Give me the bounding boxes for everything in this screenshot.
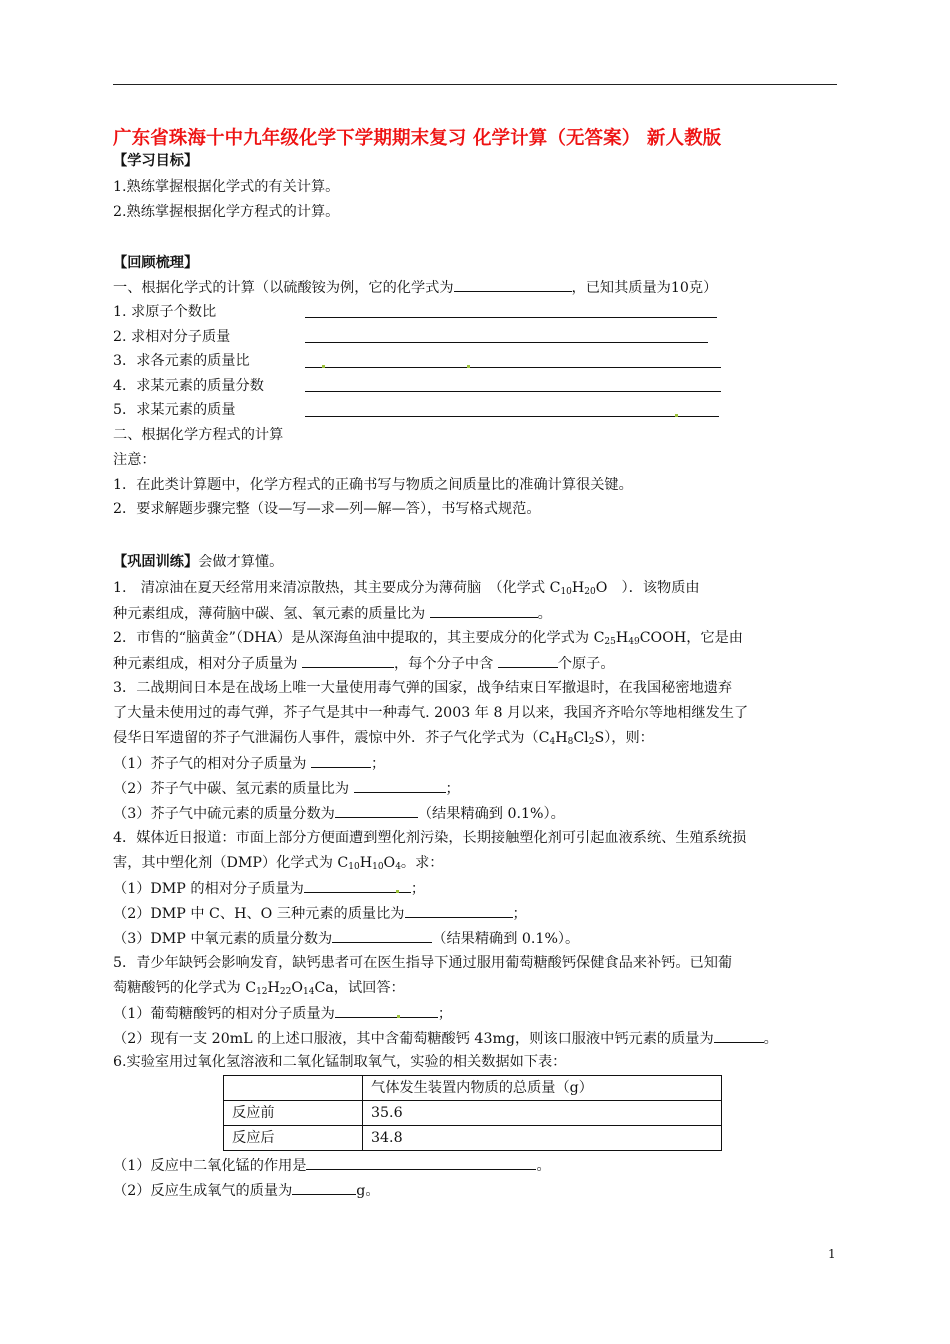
subscript: 2 (588, 737, 595, 747)
q1-text: 。 (537, 606, 552, 622)
review-part1-suffix: ，已知其质量为10克） (571, 280, 718, 296)
scan-speck (675, 414, 678, 417)
q4-text: 害，其中塑化剂（DMP）化学式为 C (113, 855, 349, 871)
scan-speck (397, 1015, 400, 1018)
q5-text: 萄糖酸钙的化学式为 C (113, 980, 257, 996)
q2-text: 个原子。 (557, 656, 615, 672)
question-4-line-1: 4．媒体近日报道：市面上部分方便面遭到塑化剂污染，长期接触塑化剂可引起血液系统、生殖系统损 (113, 830, 747, 846)
q2-text: 种元素组成，相对分子质量为 (113, 656, 302, 672)
q2-text: ，每个分子中含 (393, 656, 498, 672)
note-2: 2．要求解题步骤完整（设—写—求—列—解—答），书写格式规范。 (113, 501, 541, 517)
q3-text: （2）芥子气中碳、氢元素的质量比为 (113, 781, 354, 797)
question-4-line-2 (113, 852, 444, 874)
question-4-sub-3 (113, 927, 579, 949)
q4-text: ； (410, 881, 426, 897)
subscript: 20 (584, 587, 596, 597)
question-6-sub-1 (113, 1154, 551, 1176)
review-item-1: 1. 求原子个数比 (113, 304, 217, 320)
page-title: 广东省珠海十中九年级化学下学期期末复习 化学计算（无答案） 新人教版 (113, 128, 722, 149)
q4-text: （3）DMP 中氧元素的质量分数为 (113, 931, 333, 947)
question-2-line-2 (113, 652, 615, 674)
question-3-line-1: 3．二战期间日本是在战场上唯一大量使用毒气弹的国家，战争结束日军撤退时，在我国秘密地遗弃 (113, 680, 733, 696)
q6-text: （2）反应生成氧气的质量为 (113, 1183, 293, 1199)
review-part2: 二、根据化学方程式的计算 (113, 427, 284, 443)
reaction-data-table (223, 1075, 722, 1151)
objectives-heading: 【学习目标】 (113, 153, 199, 169)
question-6-sub-2 (113, 1179, 380, 1201)
note-label: 注意： (113, 452, 156, 468)
answer-blank (430, 602, 538, 618)
table-row (224, 1101, 722, 1126)
question-5-line-2 (113, 977, 405, 999)
subscript: 8 (567, 737, 574, 747)
note-1: 1．在此类计算题中，化学方程式的正确书写与物质之间质量比的准确计算很关键。 (113, 477, 633, 493)
practice-heading-suffix: 会做才算懂。 (198, 554, 284, 570)
table-cell: 反应后 (224, 1126, 363, 1151)
answer-line-1 (305, 317, 717, 318)
answer-blank (304, 877, 411, 893)
review-item-5: 5．求某元素的质量 (113, 402, 236, 418)
q2-text: H (615, 630, 629, 646)
question-1-line-1 (113, 577, 700, 599)
question-3-line-2: 了大量未使用过的毒气弹，芥子气是其中一种毒气. 2003 年 8 月以来，我国齐齐哈尔等地相继发生了 (113, 705, 749, 721)
table-row (224, 1126, 722, 1151)
q2-text: 2．市售的“脑黄金”（DHA）是从深海鱼油中提取的，其主要成分的化学式为 C (113, 630, 605, 646)
question-5-sub-1 (113, 1002, 452, 1024)
q4-text: 。求： (400, 855, 444, 871)
subscript: 22 (279, 987, 292, 997)
q4-text: （1）DMP 的相对分子质量为 (113, 881, 304, 897)
q6-text: g。 (356, 1183, 380, 1199)
table-cell: 气体发生装置内物质的总质量（g） (363, 1076, 722, 1101)
subscript: 12 (256, 987, 268, 997)
answer-blank (306, 1154, 536, 1170)
q4-text: O (383, 855, 396, 871)
practice-heading: 【巩固训练】 (113, 554, 199, 570)
q1-text: O ）．该物质由 (595, 580, 700, 596)
q3-text: ； (370, 756, 386, 772)
question-3-line-3 (113, 727, 654, 749)
q3-text: （3）芥子气中硫元素的质量分数为 (113, 806, 335, 822)
answer-line-3 (305, 367, 721, 368)
q3-text: S），则： (594, 730, 654, 746)
q3-text: H (555, 730, 568, 746)
subscript: 4 (549, 737, 556, 747)
formula-blank (454, 276, 572, 292)
q5-text: ； (437, 1006, 453, 1022)
objective-item-2: 2.熟练掌握根据化学方程式的计算。 (113, 204, 340, 220)
review-part1 (113, 276, 717, 298)
answer-line-5 (305, 416, 719, 417)
answer-blank (354, 777, 446, 793)
objective-item-1: 1.熟练掌握根据化学式的有关计算。 (113, 179, 340, 195)
answer-blank (292, 1179, 356, 1195)
scan-speck (396, 890, 399, 893)
q2-text: COOH，它是由 (639, 630, 743, 646)
answer-blank (332, 927, 432, 943)
q4-text: ； (512, 906, 527, 922)
table-cell: 35.6 (363, 1101, 722, 1126)
answer-line-4 (305, 391, 721, 392)
review-part1-prefix: 一、根据化学式的计算（以硫酸铵为例，它的化学式为 (113, 280, 454, 296)
scan-speck (467, 365, 470, 368)
q3-text: Cl (573, 730, 589, 746)
q1-text: H (571, 580, 585, 596)
subscript: 10 (372, 862, 384, 872)
q5-text: H (267, 980, 280, 996)
subscript: 14 (302, 987, 315, 997)
q6-text: （1）反应中二氧化锰的作用是 (113, 1158, 307, 1174)
answer-blank (714, 1027, 764, 1043)
q5-text: Ca，试回答： (314, 980, 405, 996)
q5-text: （2）现有一支 20mL 的上述口服液，其中含葡萄糖酸钙 43mg，则该口服液中钙元素的质量为 (113, 1031, 714, 1047)
scan-speck (322, 365, 325, 368)
q3-text: 侵华日军遗留的芥子气泄漏伤人事件，震惊中外．芥子气化学式为（C (113, 730, 550, 746)
q4-text: H (359, 855, 373, 871)
question-3-sub-2 (113, 777, 460, 799)
top-rule (113, 84, 837, 85)
question-2-line-1 (113, 627, 743, 649)
q5-text: 。 (763, 1031, 778, 1047)
subscript: 4 (395, 862, 401, 872)
question-5-sub-2 (113, 1027, 778, 1049)
q6-text: 。 (536, 1158, 551, 1174)
q1-text: 种元素组成，薄荷脑中碳、氢、氧元素的质量比为 (113, 606, 430, 622)
q3-text: ； (445, 781, 460, 797)
review-item-2: 2. 求相对分子质量 (113, 329, 231, 345)
question-4-sub-2 (113, 902, 527, 924)
answer-line-2 (305, 342, 708, 343)
subscript: 25 (604, 637, 616, 647)
table-cell: 34.8 (363, 1126, 722, 1151)
answer-blank (302, 652, 394, 668)
question-1-line-2 (113, 602, 552, 624)
review-item-3: 3．求各元素的质量比 (113, 353, 250, 369)
answer-blank (498, 652, 558, 668)
answer-blank (335, 1002, 438, 1018)
q3-text: （1）芥子气的相对分子质量为 (113, 756, 311, 772)
q4-text: （结果精确到 0.1%）。 (432, 931, 580, 947)
question-3-sub-3 (113, 802, 565, 824)
answer-blank (311, 752, 371, 768)
q1-text: 1. 清凉油在夏天经常用来清凉散热，其主要成分为薄荷脑 （化学式 C (113, 580, 561, 596)
q5-text: （1）葡萄糖酸钙的相对分子质量为 (113, 1006, 335, 1022)
answer-blank (405, 902, 513, 918)
practice-heading-line (113, 551, 283, 573)
q3-text: （结果精确到 0.1%）。 (417, 806, 565, 822)
answer-blank (335, 802, 418, 818)
q5-text: O (291, 980, 303, 996)
review-item-4: 4．求某元素的质量分数 (113, 378, 264, 394)
subscript: 10 (560, 587, 572, 597)
question-6-line-1: 6.实验室用过氧化氢溶液和二氧化锰制取氧气，实验的相关数据如下表： (113, 1054, 567, 1070)
q4-text: （2）DMP 中 C、H、O 三种元素的质量比为 (113, 906, 405, 922)
table-header-row (224, 1076, 722, 1101)
table-cell: 反应前 (224, 1101, 363, 1126)
review-heading: 【回顾梳理】 (113, 255, 199, 271)
question-3-sub-1 (113, 752, 385, 774)
subscript: 10 (348, 862, 360, 872)
subscript: 49 (628, 637, 640, 647)
question-4-sub-1 (113, 877, 425, 899)
page-number: 1 (828, 1247, 836, 1261)
table-cell (224, 1076, 363, 1101)
question-5-line-1: 5．青少年缺钙会影响发育，缺钙患者可在医生指导下通过服用葡萄糖酸钙保健食品来补钙。已知葡 (113, 955, 733, 971)
